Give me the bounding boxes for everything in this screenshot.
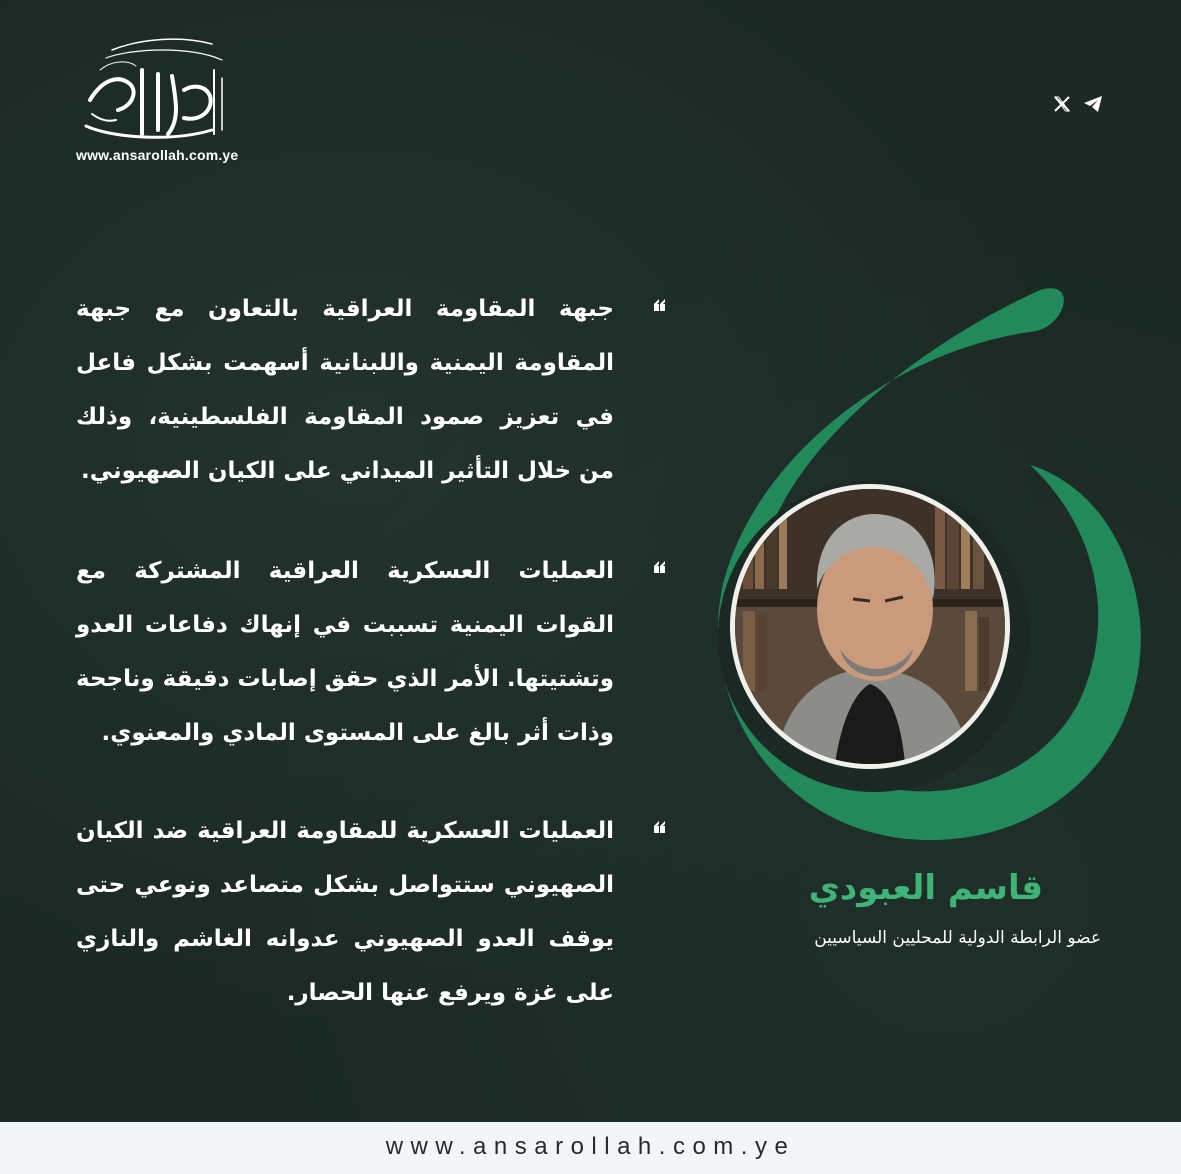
portrait-photo: [730, 484, 1010, 769]
quote-mark-icon: [652, 560, 666, 574]
quote-item: [76, 804, 666, 1020]
footer-url[interactable]: www.ansarollah.com.ye: [385, 1133, 796, 1160]
quote-text: جبهة المقاومة العراقية بالتعاون مع جبهة المقاومة اليمنية واللبنانية أسهمت بشكل فاعل في تعزيز صمود المقاومة الفلسطينية، وذلك من خلال التأثير الميداني على الكيان الصهيوني.: [76, 296, 614, 484]
quote-item: [76, 282, 666, 498]
quote-mark-icon: [652, 298, 666, 312]
social-icons: [1052, 94, 1102, 114]
person-name: قاسم العبودي: [808, 868, 1043, 908]
quote-mark-icon: [652, 820, 666, 834]
calligraphy-logo-mark: [72, 30, 242, 150]
x-icon[interactable]: [1052, 94, 1072, 114]
logo-url[interactable]: www.ansarollah.com.ye: [76, 147, 239, 163]
footer-bar: [0, 1122, 1181, 1174]
quote-text: العمليات العسكرية العراقية المشتركة مع القوات اليمنية تسببت في إنهاك دفاعات العدو وتشتيتها. الأمر الذي حقق إصابات دقيقة وناجحة وذات أثر بالغ على المستوى المادي والمعنوي.: [76, 558, 614, 746]
telegram-icon[interactable]: [1082, 94, 1102, 114]
person-role: عضو الرابطة الدولية للمحليين السياسيين: [814, 928, 1101, 948]
quote-text: العمليات العسكرية للمقاومة العراقية ضد الكيان الصهيوني ستتواصل بشكل متصاعد ونوعي حتى يوقف العدو الصهيوني عدوانه الغاشم والنازي على غزة ويرفع عنها الحصار.: [76, 818, 614, 1006]
quote-item: [76, 544, 666, 760]
